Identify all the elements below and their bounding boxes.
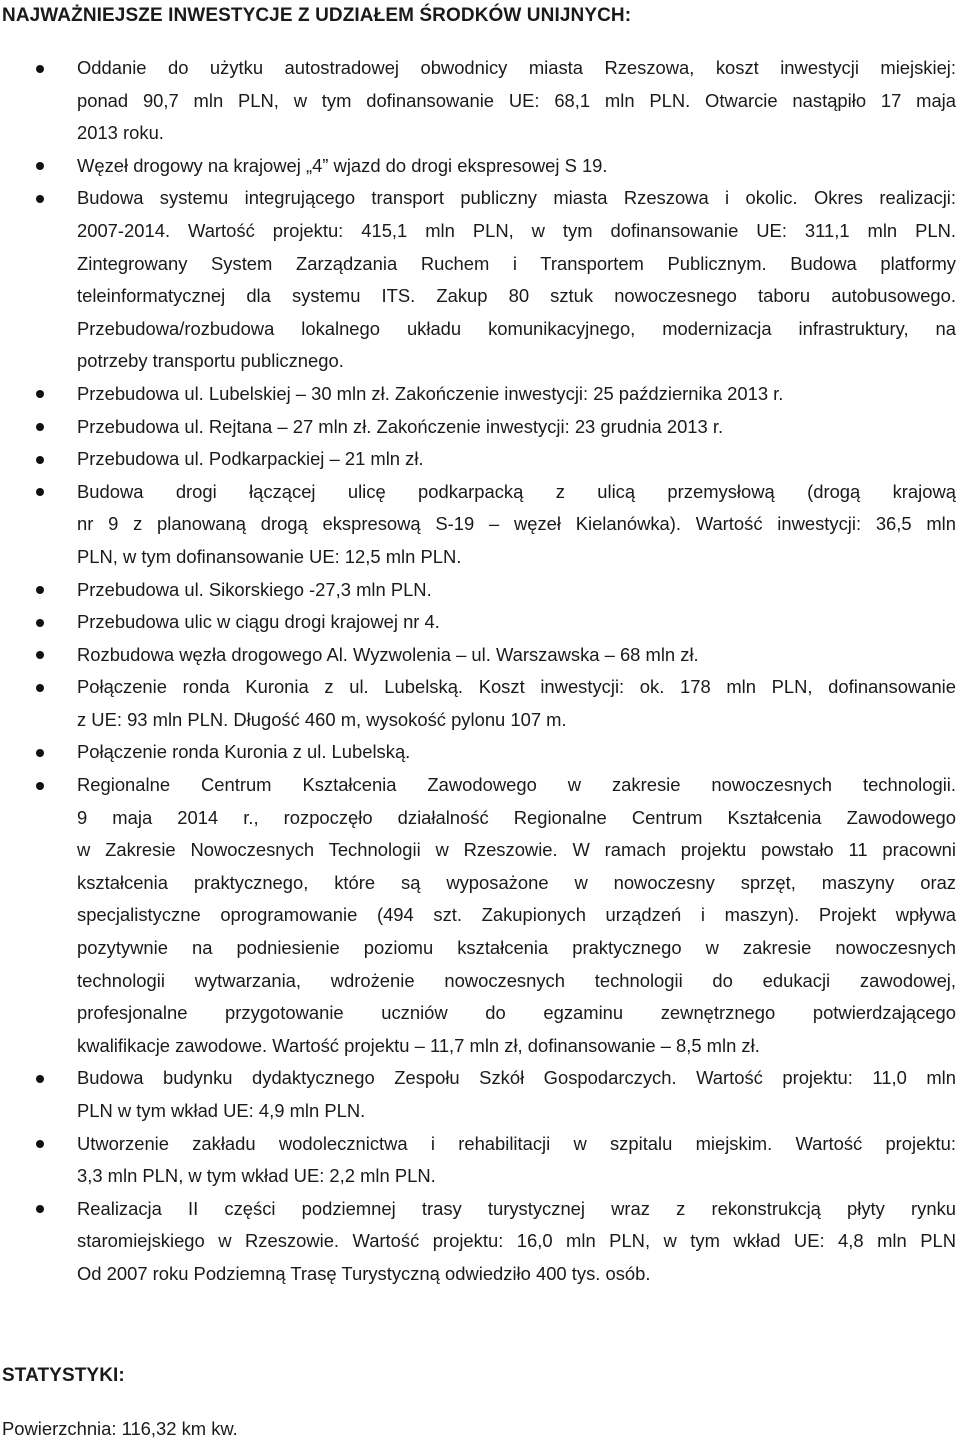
bullet-icon — [36, 749, 44, 757]
list-item — [0, 443, 960, 476]
list-item — [0, 671, 960, 736]
list-item-line: Połączenie ronda Kuronia z ul. Lubelską. — [77, 741, 411, 763]
bullet-icon — [36, 195, 44, 203]
list-item-line: Węzeł drogowy na krajowej „4” wjazd do drogi ekspresowej S 19. — [77, 154, 608, 176]
bullet-icon — [36, 684, 44, 692]
list-item-line: Budowa drogi łączącej ulicę podkarpacką z ulicą przemysłową (drogą krajową — [77, 480, 956, 502]
list-item — [0, 52, 960, 150]
bullet-icon — [36, 456, 44, 464]
list-item — [0, 1062, 960, 1127]
bullet-icon — [36, 390, 44, 398]
stat-area: Powierzchnia: 116,32 km kw. — [2, 1418, 238, 1439]
list-item-line: ponad 90,7 mln PLN, w tym dofinansowanie UE: 68,1 mln PLN. Otwarcie nastąpiło 17 maja — [77, 89, 956, 111]
list-item — [0, 606, 960, 639]
bullet-icon — [36, 488, 44, 496]
list-item-line: pozytywnie na podniesienie poziomu kształcenia praktycznego w zakresie nowoczesnych — [77, 937, 956, 959]
list-item-line: staromiejskiego w Rzeszowie. Wartość projektu: 16,0 mln PLN, w tym wkład UE: 4,8 mln PLN — [77, 1230, 956, 1252]
list-item-line: Budowa budynku dydaktycznego Zespołu Szkół Gospodarczych. Wartość projektu: 11,0 mln — [77, 1067, 956, 1089]
list-item-line: Przebudowa ulic w ciągu drogi krajowej nr 4. — [77, 611, 440, 633]
list-item-line: Rozbudowa węzła drogowego Al. Wyzwolenia – ul. Warszawska – 68 mln zł. — [77, 643, 699, 665]
list-item — [0, 378, 960, 411]
list-item — [0, 574, 960, 607]
list-item — [0, 1193, 960, 1291]
list-item-line: 2013 roku. — [77, 122, 164, 144]
list-item-line: Połączenie ronda Kuronia z ul. Lubelską. Koszt inwestycji: ok. 178 mln PLN, dofinansowanie — [77, 676, 956, 698]
list-item — [0, 639, 960, 672]
list-item-line: z UE: 93 mln PLN. Długość 460 m, wysokość pylonu 107 m. — [77, 708, 567, 730]
bullet-icon — [36, 1205, 44, 1213]
list-item-line: specjalistyczne oprogramowanie (494 szt. Zakupionych urządzeń i maszyn). Projekt wpływa — [77, 904, 956, 926]
list-item — [0, 1128, 960, 1193]
list-item-line: Przebudowa ul. Podkarpackiej – 21 mln zł. — [77, 448, 424, 470]
list-item — [0, 476, 960, 574]
list-item-line: kwalifikacje zawodowe. Wartość projektu – 11,7 mln zł, dofinansowanie – 8,5 mln zł. — [77, 1034, 760, 1056]
list-item-line: nr 9 z planowaną drogą ekspresową S-19 – węzeł Kielanówka). Wartość inwestycji: 36,5 mln — [77, 513, 956, 535]
stats-heading: STATYSTYKI: — [2, 1365, 125, 1386]
list-item-line: Zintegrowany System Zarządzania Ruchem i Transportem Publicznym. Budowa platformy — [77, 252, 956, 274]
bullet-icon — [36, 619, 44, 627]
list-item — [0, 150, 960, 183]
list-item-line: teleinformatycznej dla systemu ITS. Zakup 80 sztuk nowoczesnego taboru autobusowego. — [77, 285, 956, 307]
investment-list — [0, 52, 960, 1291]
list-item-line: kształcenia praktycznego, które są wyposażone w nowoczesny sprzęt, maszyny oraz — [77, 871, 956, 893]
list-item-line: Regionalne Centrum Kształcenia Zawodowego w zakresie nowoczesnych technologii. — [77, 774, 956, 796]
bullet-icon — [36, 651, 44, 659]
list-item-line: 3,3 mln PLN, w tym wkład UE: 2,2 mln PLN. — [77, 1165, 436, 1187]
list-item — [0, 182, 960, 378]
list-item-line: Realizacja II części podziemnej trasy turystycznej wraz z rekonstrukcją płyty rynku — [77, 1197, 956, 1219]
list-item — [0, 411, 960, 444]
list-item-line: PLN w tym wkład UE: 4,9 mln PLN. — [77, 1100, 366, 1121]
list-item-line: Przebudowa ul. Lubelskiej – 30 mln zł. Zakończenie inwestycji: 25 października 2013 r. — [77, 382, 784, 404]
list-item — [0, 736, 960, 769]
bullet-icon — [36, 1075, 44, 1083]
list-item-line: Przebudowa/rozbudowa lokalnego układu komunikacyjnego, modernizacja infrastruktury, na — [77, 317, 956, 339]
list-item-line: Od 2007 roku Podziemną Trasę Turystyczną odwiedziło 400 tys. osób. — [77, 1262, 651, 1284]
list-item-line: technologii wytwarzania, wdrożenie nowoczesnych technologii do edukacji zawodowej, — [77, 969, 956, 991]
list-item-line: 9 maja 2014 r., rozpoczęło działalność Regionalne Centrum Kształcenia Zawodowego — [77, 806, 956, 828]
bullet-icon — [36, 423, 44, 431]
list-item-line: potrzeby transportu publicznego. — [77, 350, 344, 372]
list-item-line: 2007-2014. Wartość projektu: 415,1 mln PLN, w tym dofinansowanie UE: 311,1 mln PLN. — [77, 219, 956, 241]
bullet-icon — [36, 162, 44, 170]
list-item-line: PLN, w tym dofinansowanie UE: 12,5 mln PLN. — [77, 545, 462, 567]
list-item-line: profesjonalne przygotowanie uczniów do egzaminu zewnętrznego potwierdzającego — [77, 1002, 956, 1024]
bullet-icon — [36, 782, 44, 790]
list-item-line: Przebudowa ul. Rejtana – 27 mln zł. Zakończenie inwestycji: 23 grudnia 2013 r. — [77, 415, 724, 437]
list-item-line: w Zakresie Nowoczesnych Technologii w Rzeszowie. W ramach projektu powstało 11 pracowni — [77, 839, 956, 861]
bullet-icon — [36, 65, 44, 73]
list-item-line: Utworzenie zakładu wodolecznictwa i rehabilitacji w szpitalu miejskim. Wartość projektu: — [77, 1132, 956, 1154]
list-item-line: Budowa systemu integrującego transport publiczny miasta Rzeszowa i okolic. Okres realizacji: — [77, 187, 956, 209]
list-item-line: Przebudowa ul. Sikorskiego -27,3 mln PLN. — [77, 578, 432, 600]
list-item-line: Oddanie do użytku autostradowej obwodnicy miasta Rzeszowa, koszt inwestycji miejskiej: — [77, 57, 956, 78]
list-item — [0, 769, 960, 1062]
main-heading: NAJWAŻNIEJSZE INWESTYCJE Z UDZIAŁEM ŚRODKÓW UNIJNYCH: — [2, 5, 632, 26]
bullet-icon — [36, 1140, 44, 1148]
bullet-icon — [36, 586, 44, 594]
